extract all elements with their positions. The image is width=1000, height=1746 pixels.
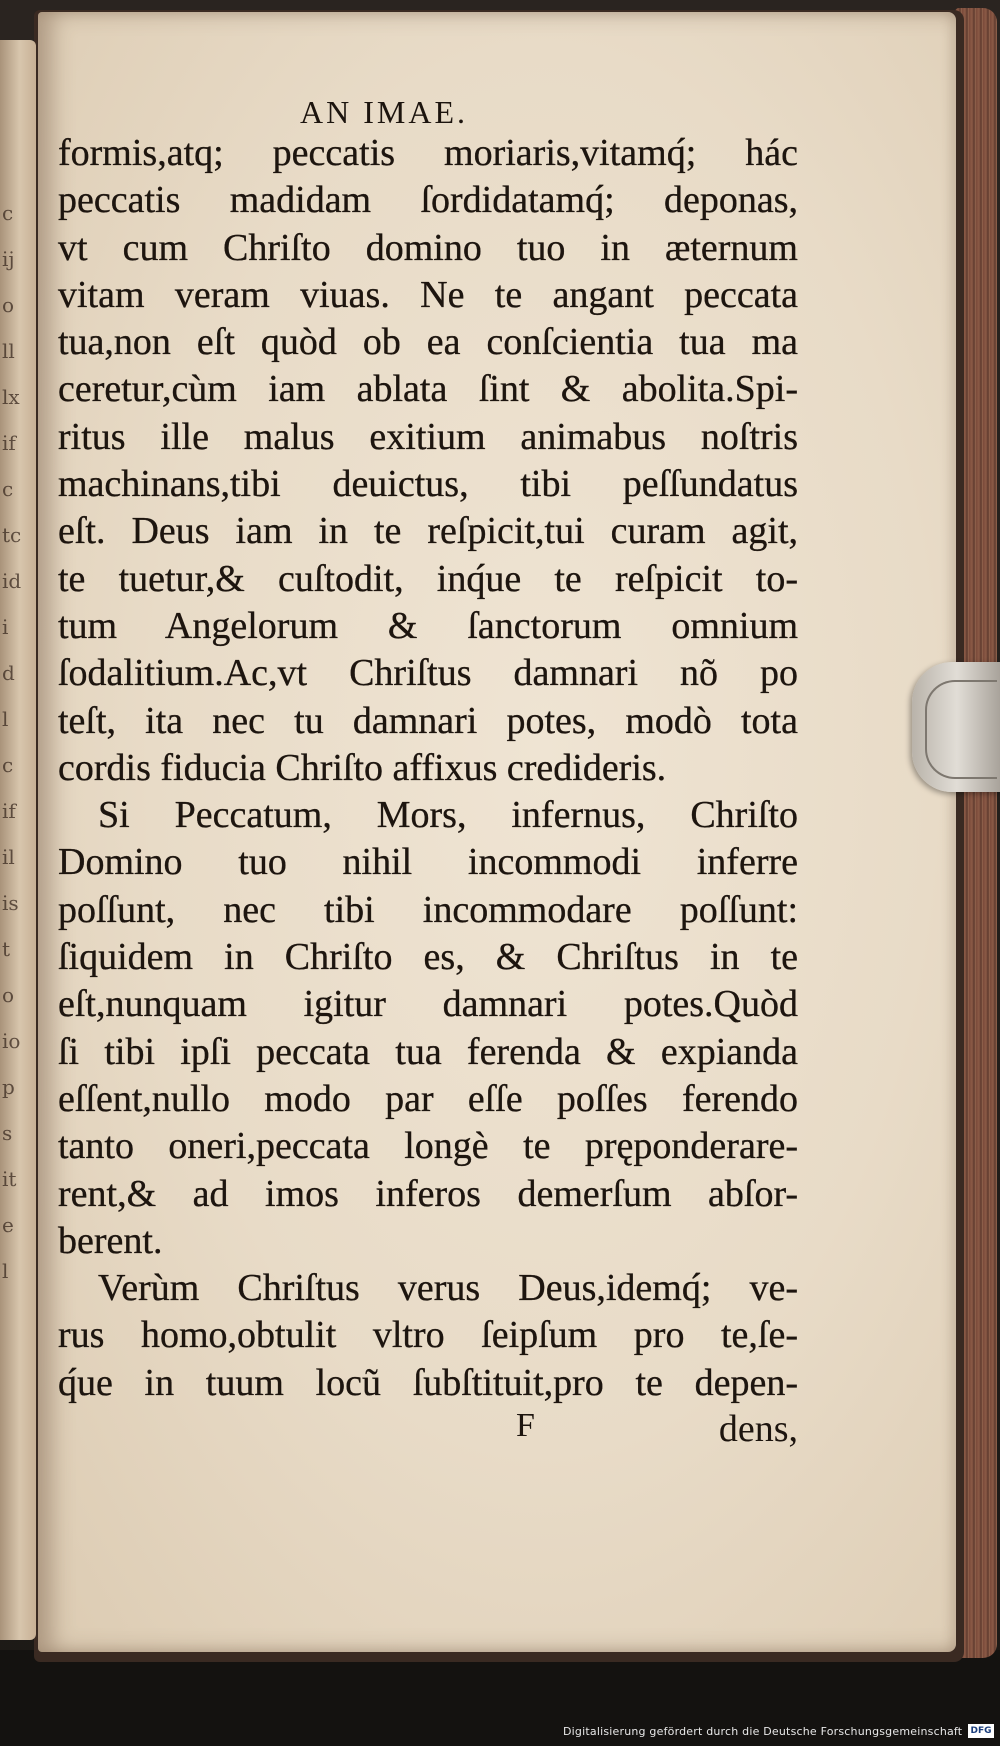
margin-letter: c	[2, 201, 14, 225]
margin-letter: is	[2, 891, 19, 915]
text-line: eſt. Deus iam in te reſpicit,tui curam agit,	[58, 510, 798, 553]
text-line: vt cum Chriſto domino tuo in æternum	[58, 226, 798, 269]
text-line: ſodalitium.Ac,vt Chriſtus damnari nõ po	[58, 652, 798, 695]
margin-letter: tc	[2, 523, 22, 547]
text-line: tua,non eſt quòd ob ea conſcientia tua ma	[58, 321, 798, 364]
text-line: machinans,tibi deuictus, tibi peſſundatus	[58, 463, 798, 506]
text-line: eſt,nunquam igitur damnari potes.Quòd	[58, 983, 798, 1026]
text-line: rent,& ad imos inferos demerſum abſor-	[58, 1172, 798, 1215]
catchword: dens,	[718, 1408, 798, 1450]
margin-letter: il	[2, 845, 15, 869]
text-line: peccatis madidam ſordidatamq́; deponas,	[58, 179, 798, 222]
signature-mark: F	[516, 1407, 535, 1444]
margin-letter: s	[2, 1121, 13, 1145]
text-line: te tuetur,& cuſtodit, inq́ue te reſpicit to-	[58, 557, 798, 600]
digitization-credit: Digitalisierung gefördert durch die Deutsche Forschungsgemeinschaft	[563, 1725, 963, 1738]
margin-letter: p	[2, 1075, 15, 1099]
text-line: ſi tibi ipſi peccata tua ferenda & expianda	[58, 1030, 798, 1073]
text-line-paragraph-start: Si Peccatum, Mors, infernus, Chriſto	[98, 794, 798, 837]
text-line: tum Angelorum & ſanctorum omnium	[58, 604, 798, 647]
margin-letter: l	[2, 707, 9, 731]
margin-letter: it	[2, 1167, 17, 1191]
text-line: berent.	[58, 1219, 163, 1262]
margin-letter: io	[2, 1029, 21, 1053]
text-line: ritus ille malus exitium animabus noſtris	[58, 415, 798, 458]
text-line: formis,atq; peccatis moriaris,vitamq́; hác	[58, 132, 798, 174]
margin-letter: ll	[2, 339, 15, 363]
catch-row	[58, 1407, 798, 1457]
running-head: AN IMAE.	[300, 94, 468, 130]
text-line: ſiquidem in Chriſto es, & Chriſtus in te	[58, 936, 798, 979]
margin-letter: o	[2, 293, 15, 317]
margin-letter: e	[2, 1213, 14, 1237]
text-line: vitam veram viuas. Ne te angant peccata	[58, 273, 798, 316]
margin-letter: lx	[2, 385, 20, 409]
margin-letter: d	[2, 661, 15, 685]
text-line: rus homo,obtulit vltro ſeipſum pro te,ſe-	[58, 1314, 798, 1357]
body-text	[58, 130, 798, 1407]
margin-letter: o	[2, 983, 15, 1007]
text-line: poſſunt, nec tibi incommodare poſſunt:	[58, 888, 798, 931]
margin-letter: i	[2, 615, 9, 639]
text-line: Domino tuo nihil incommodi inferre	[58, 841, 798, 884]
text-line: q́ue in tuum locũ ſubſtituit,pro te depen-	[58, 1361, 798, 1404]
text-line-paragraph-start: Verùm Chriſtus verus Deus,idemq́; ve-	[98, 1267, 798, 1310]
text-line: tanto oneri,peccata longè te pręponderare-	[58, 1125, 798, 1168]
margin-letter: ij	[2, 247, 15, 271]
margin-letter: if	[2, 431, 16, 455]
text-line: cordis fiducia Chriſto affixus credideris.	[58, 746, 667, 789]
margin-letter: c	[2, 753, 14, 777]
margin-letters	[2, 190, 34, 1294]
dfg-logo-icon: DFG	[968, 1724, 994, 1738]
margin-letter: if	[2, 799, 16, 823]
margin-letter: l	[2, 1259, 9, 1283]
text-line: teſt, ita nec tu damnari potes, modò tota	[58, 699, 798, 742]
margin-letter: id	[2, 569, 22, 593]
margin-letter: t	[2, 937, 11, 961]
text-line: ceretur,cùm iam ablata ſint & abolita.Spi-	[58, 368, 798, 411]
previous-page-stub	[0, 40, 36, 1640]
page-clip-inner	[925, 680, 997, 779]
text-line: eſſent,nullo modo par eſſe poſſes ferendo	[58, 1077, 798, 1120]
margin-letter: c	[2, 477, 14, 501]
